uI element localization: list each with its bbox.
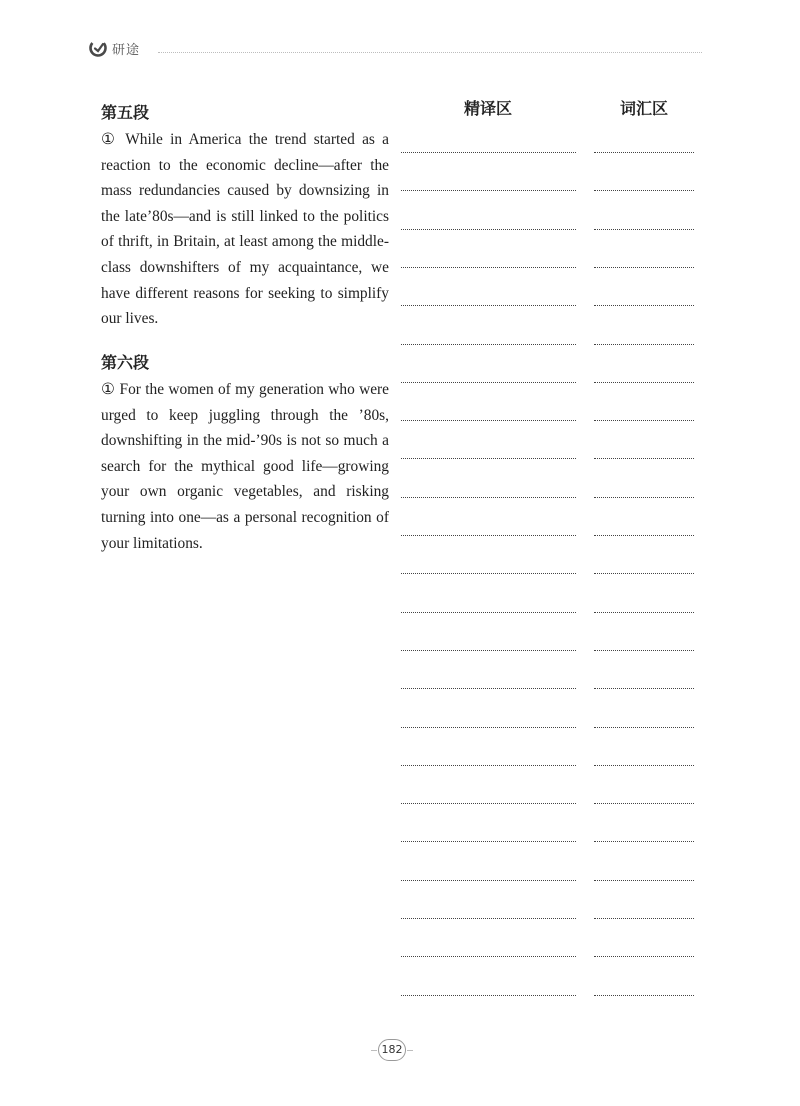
translation-writing-line[interactable] xyxy=(401,573,576,574)
translation-writing-line[interactable] xyxy=(401,420,576,421)
vocabulary-writing-line[interactable] xyxy=(594,535,694,536)
vocabulary-writing-line[interactable] xyxy=(594,612,694,613)
translation-column-title: 精译区 xyxy=(464,99,513,118)
vocabulary-writing-line[interactable] xyxy=(594,190,694,191)
translation-writing-line[interactable] xyxy=(401,765,576,766)
translation-writing-line[interactable] xyxy=(401,382,576,383)
translation-writing-line[interactable] xyxy=(401,688,576,689)
vocabulary-writing-line[interactable] xyxy=(594,497,694,498)
translation-writing-line[interactable] xyxy=(401,880,576,881)
vocabulary-writing-line[interactable] xyxy=(594,880,694,881)
vocabulary-writing-line[interactable] xyxy=(594,727,694,728)
vocabulary-writing-line[interactable] xyxy=(594,152,694,153)
swoosh-logo-icon xyxy=(88,38,108,58)
translation-writing-line[interactable] xyxy=(401,229,576,230)
vocabulary-writing-line[interactable] xyxy=(594,918,694,919)
vocabulary-writing-line[interactable] xyxy=(594,305,694,306)
translation-writing-line[interactable] xyxy=(401,344,576,345)
translation-writing-line[interactable] xyxy=(401,841,576,842)
header-divider xyxy=(158,52,702,53)
vocabulary-writing-line[interactable] xyxy=(594,344,694,345)
vocabulary-writing-line[interactable] xyxy=(594,229,694,230)
translation-writing-line[interactable] xyxy=(401,190,576,191)
page-number: 182 xyxy=(378,1039,406,1061)
vocabulary-writing-line[interactable] xyxy=(594,688,694,689)
vocabulary-writing-line[interactable] xyxy=(594,841,694,842)
translation-writing-line[interactable] xyxy=(401,267,576,268)
translation-writing-line[interactable] xyxy=(401,152,576,153)
vocabulary-writing-line[interactable] xyxy=(594,650,694,651)
brand-name: 研途 xyxy=(112,42,141,58)
vocabulary-writing-line[interactable] xyxy=(594,382,694,383)
page-header xyxy=(88,38,140,58)
vocabulary-writing-line[interactable] xyxy=(594,956,694,957)
vocabulary-writing-line[interactable] xyxy=(594,765,694,766)
vocabulary-writing-line[interactable] xyxy=(594,458,694,459)
translation-writing-line[interactable] xyxy=(401,458,576,459)
translation-writing-line[interactable] xyxy=(401,956,576,957)
translation-writing-line[interactable] xyxy=(401,305,576,306)
translation-writing-line[interactable] xyxy=(401,650,576,651)
translation-writing-line[interactable] xyxy=(401,918,576,919)
section-6-text: ① For the women of my generation who were urged to keep juggling through the ’80s, downshifting in the mid-’90s is not so much a search for the mythical good life—growing your own organic vegetables, and risking turning into one—as a personal recognition of your limitations. xyxy=(101,381,389,552)
vocabulary-writing-line[interactable] xyxy=(594,573,694,574)
translation-writing-line[interactable] xyxy=(401,803,576,804)
vocabulary-writing-line[interactable] xyxy=(594,803,694,804)
vocabulary-writing-line[interactable] xyxy=(594,267,694,268)
vocabulary-column-title: 词汇区 xyxy=(620,99,669,118)
translation-writing-line[interactable] xyxy=(401,612,576,613)
vocabulary-writing-line[interactable] xyxy=(594,995,694,996)
vocabulary-writing-line[interactable] xyxy=(594,420,694,421)
section-5-title: 第五段 xyxy=(101,103,150,122)
section-5-text: ① While in America the trend started as a reaction to the economic decline—after the mass redundancies caused by downsizing in the late’80s—and is still linked to the politics of thrift, in Britain, at least among the middle-class downshifters of my acquaintance, we have different reasons for seeking to simplify our lives. xyxy=(101,131,389,328)
section-6-title: 第六段 xyxy=(101,353,150,372)
translation-writing-line[interactable] xyxy=(401,535,576,536)
translation-writing-line[interactable] xyxy=(401,995,576,996)
translation-writing-line[interactable] xyxy=(401,497,576,498)
translation-writing-line[interactable] xyxy=(401,727,576,728)
